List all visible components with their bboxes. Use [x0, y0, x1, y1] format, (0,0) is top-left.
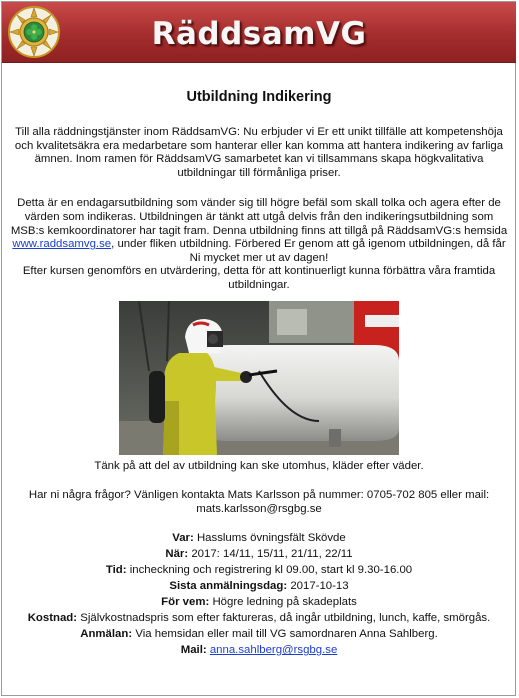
info-mail: [8, 644, 510, 658]
tid-value: incheckning och registrering kl 09.00, start kl 9.30-16.00: [129, 564, 413, 577]
header-banner: [2, 2, 516, 63]
details-text-before-link: Detta är en endagarsutbildning som vänder sig till högre befäl som skall tolka och agera efter de värden som indikeras. Utbildningen är tänkt att utgå delvis från den indikeringsutbildning som MSB:s kemkoordinatorer har tagit fram. Denna utbildning finns att tillgå på RäddsamVG:s hemsida: [10, 197, 508, 237]
sista-label: Sista anmälningsdag:: [169, 580, 288, 593]
page-title: Utbildning Indikering: [186, 89, 332, 105]
var-label: Var:: [172, 532, 194, 545]
anmalan-label: Anmälan:: [80, 628, 133, 641]
nar-value: 2017: 14/11, 15/11, 21/11, 22/11: [191, 548, 353, 561]
nar-label: När:: [165, 548, 189, 561]
info-block: [8, 532, 510, 657]
info-tid: [8, 564, 510, 578]
info-var: [8, 532, 510, 546]
info-anmalan: [8, 628, 510, 642]
sista-value: 2017-10-13: [290, 580, 349, 593]
anmalan-value: Via hemsidan eller mail till VG samordnaren Anna Sahlberg.: [135, 628, 438, 641]
banner-title: RäddsamVG: [151, 16, 367, 52]
training-photo: [119, 301, 399, 455]
photo-caption: Tänk på att del av utbildning kan ske utomhus, kläder efter väder.: [94, 459, 424, 472]
mail-label: Mail:: [180, 644, 207, 657]
var-value: Hasslums övningsfält Skövde: [196, 532, 346, 545]
intro-paragraph: Till alla räddningstjänster inom RäddsamVG: Nu erbjuder vi Er ett unikt tillfälle att kompetenshöja och kvalitetsäkra era medarbetare som hanterar eller kan komma att hantera indikering av farliga ämnen. Inom ramen för RäddsamVG samarbetet kan vi tillsammans skapa högkvalitativa utbildningar till förmånliga priser.: [14, 126, 504, 179]
forvem-label: För vem:: [161, 596, 210, 609]
forvem-value: Högre ledning på skadeplats: [212, 596, 357, 609]
mail-link[interactable]: anna.sahlberg@rsgbg.se: [209, 644, 338, 657]
evaluation-paragraph: Efter kursen genomförs en utvärdering, detta för att kontinuerligt kunna förbättra våra framtida utbildningar.: [22, 265, 496, 291]
contact-paragraph: Har ni några frågor? Vänligen kontakta Mats Karlsson på nummer: 0705-702 805 eller mail: mats.karlsson@rsgbg.se: [28, 489, 490, 515]
info-kostnad: [8, 612, 510, 626]
kostnad-label: Kostnad:: [27, 612, 78, 625]
kostnad-value: Självkostnadspris som efter faktureras, då ingår utbildning, lunch, kaffe, smörgås.: [80, 612, 491, 625]
info-forvem: [8, 596, 510, 610]
info-nar: [8, 548, 510, 562]
details-paragraph: [8, 197, 510, 265]
info-sista: [8, 580, 510, 594]
details-text-after-link: , under fliken utbildning. Förbered Er genom att gå igenom utbildningen, då får Ni mycket mer ut av dagen!: [111, 238, 506, 264]
website-link[interactable]: www.raddsamvg.se: [12, 238, 112, 251]
main-content: [8, 62, 510, 660]
tid-label: Tid:: [105, 564, 127, 577]
